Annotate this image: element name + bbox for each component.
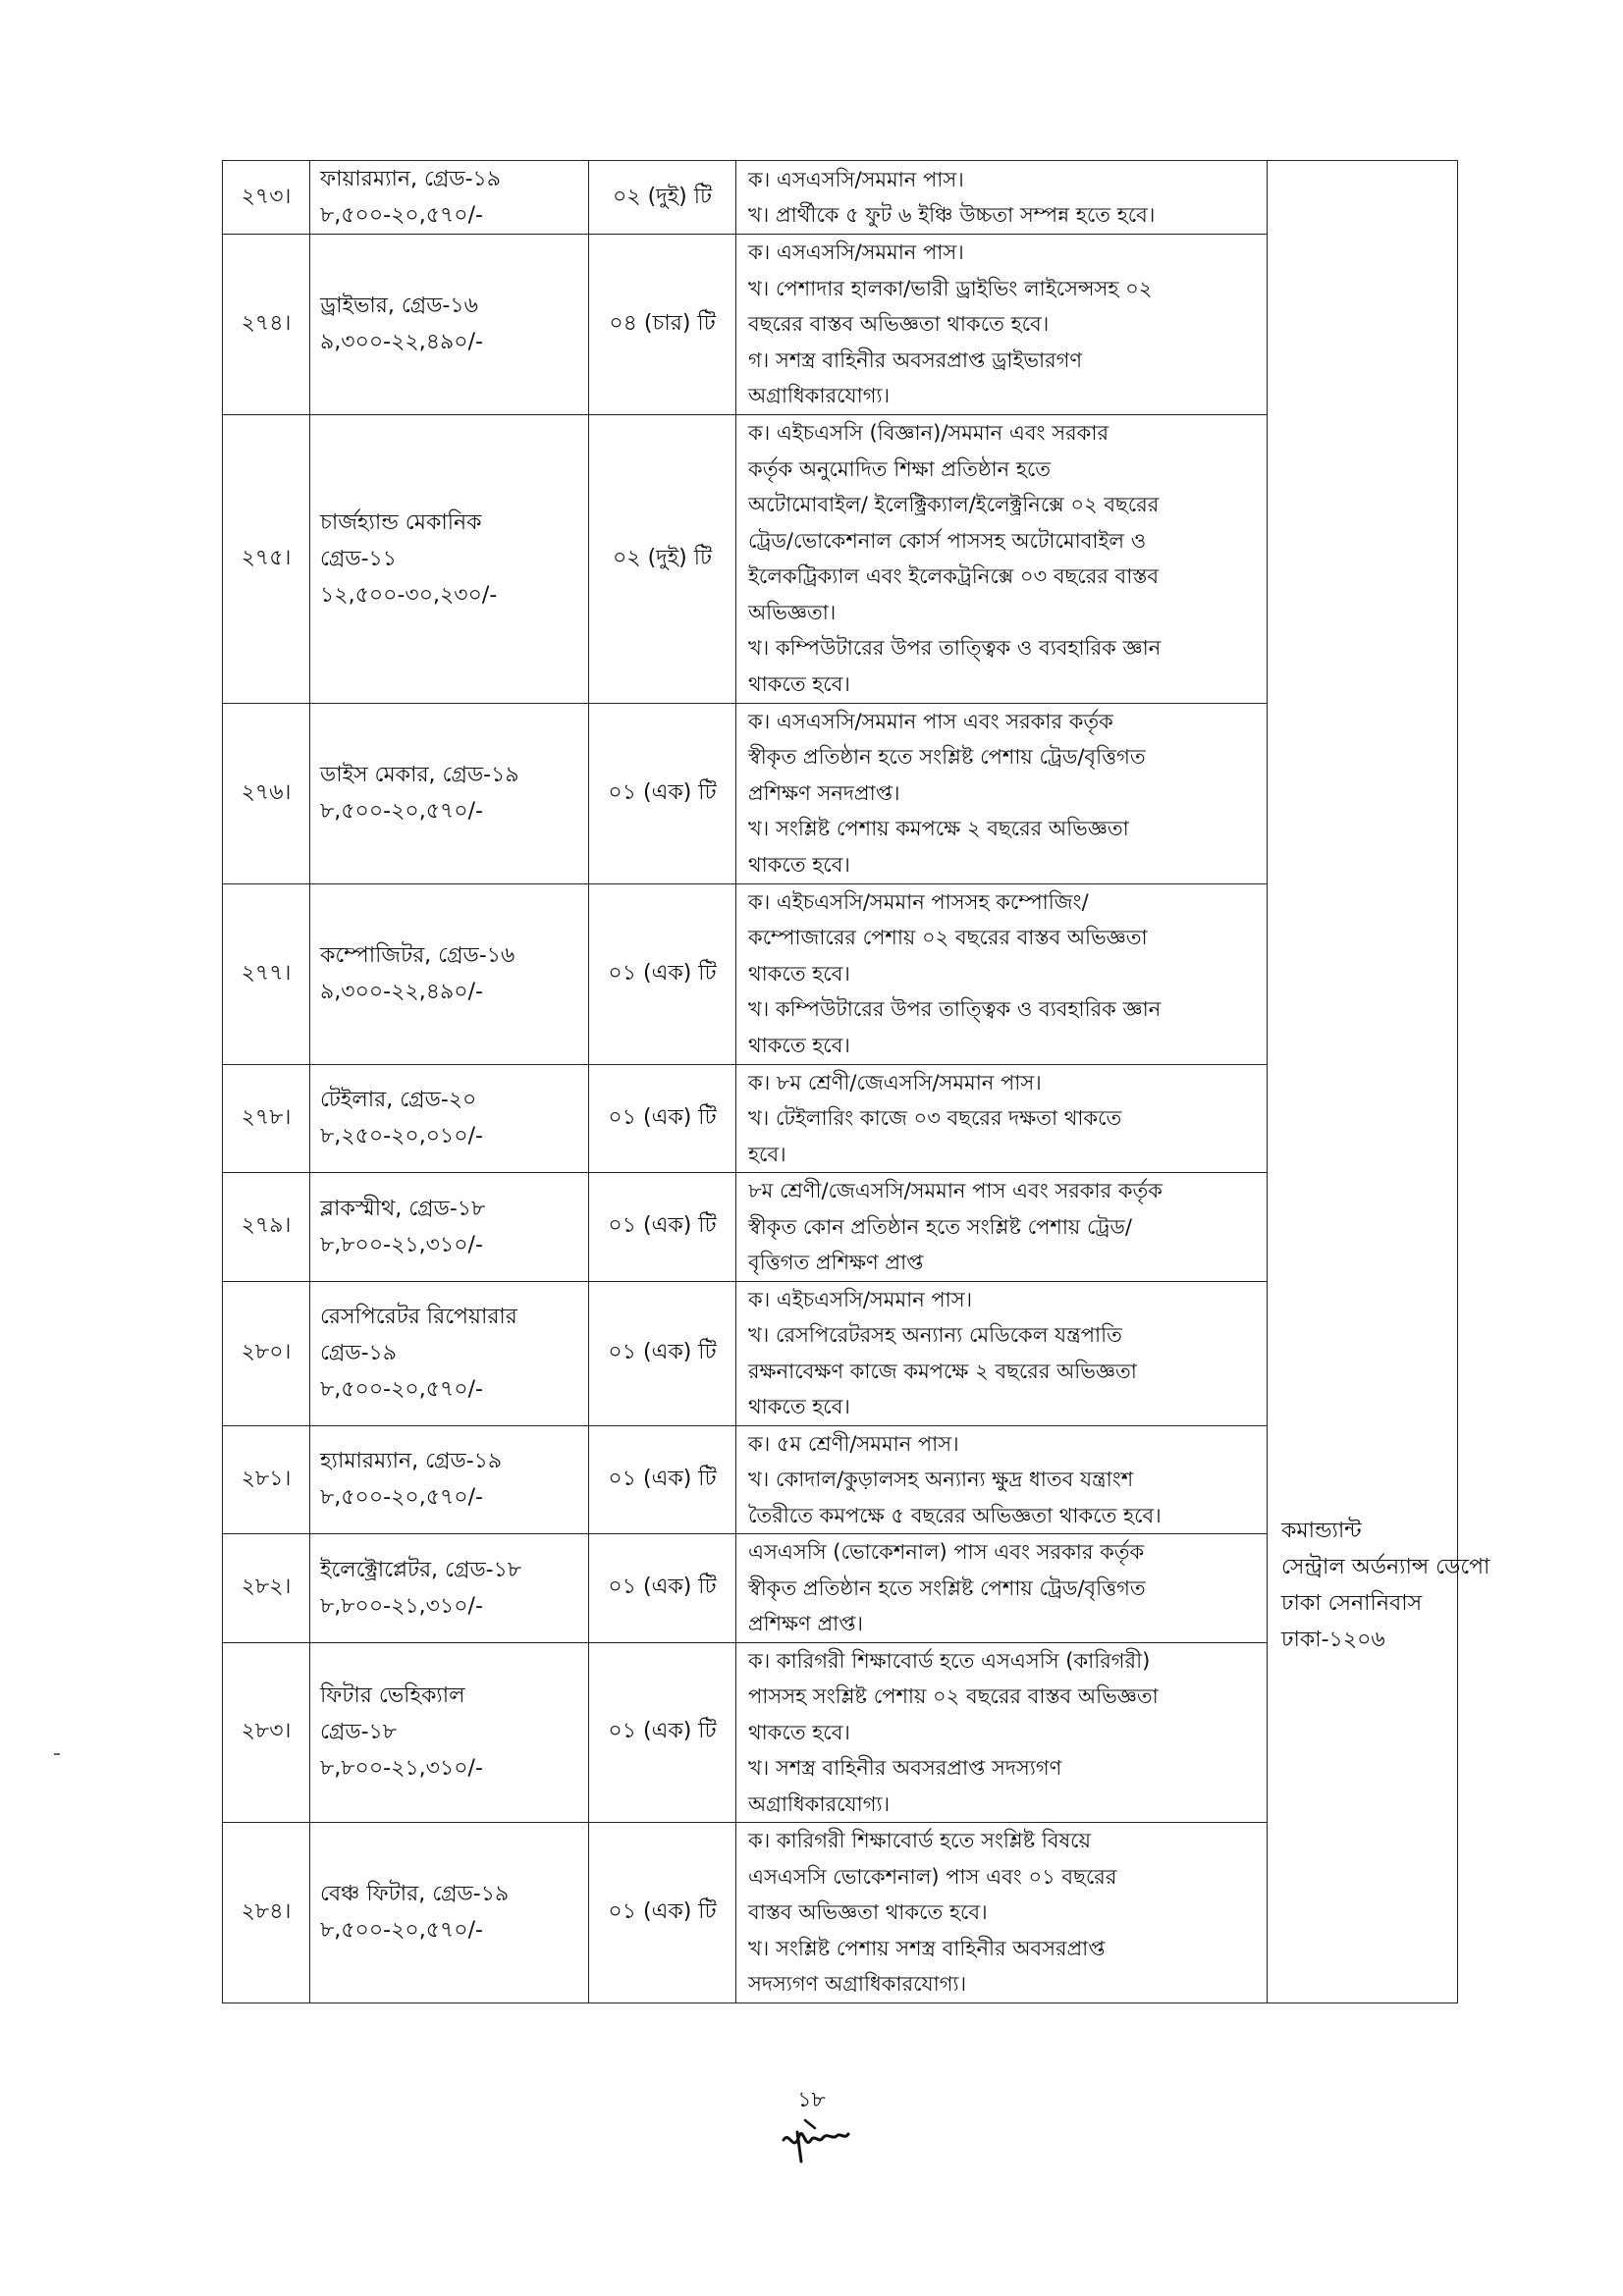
qualification-line: স্বীকৃত প্রতিষ্ঠান হতে সংশ্লিষ্ট পেশায় ট্রেড/বৃত্তিগত bbox=[748, 745, 1146, 770]
pay-scale: ৮,২৫০-২০,০১০/- bbox=[320, 1124, 483, 1149]
pay-scale: ৮,৫০০-২০,৫৭০/- bbox=[320, 1377, 483, 1402]
qualification-line: খ। কম্পিউটারের উপর তাত্ত্বিক ও ব্যবহারিক জ্ঞান bbox=[748, 636, 1162, 660]
qualification-cell bbox=[736, 414, 1268, 703]
qualification-line: হবে। bbox=[748, 1142, 786, 1166]
qualification-line: খ। পেশাদার হালকা/ভারী ড্রাইভিং লাইসেন্সসহ ০২ bbox=[748, 276, 1153, 300]
serial-number: ২৭৩। bbox=[223, 161, 310, 235]
post-name: টেইলার, গ্রেড-২০ bbox=[320, 1088, 477, 1113]
post-name: রেসপিরেটর রিপেয়ারার bbox=[320, 1305, 517, 1329]
post-name-cell bbox=[310, 703, 589, 883]
margin-mark bbox=[54, 1753, 60, 1755]
post-name-cell bbox=[310, 1642, 589, 1823]
qualification-line: তৈরীতে কমপক্ষে ৫ বছরের অভিজ্ঞতা থাকতে হবে। bbox=[748, 1503, 1162, 1527]
qualification-line: ক। কারিগরী শিক্ষাবোর্ড হতে সংশ্লিষ্ট বিষয়ে bbox=[748, 1829, 1091, 1852]
post-name: কম্পোজিটর, গ্রেড-১৬ bbox=[320, 943, 515, 968]
qualification-line: ক। ৮ম শ্রেণী/জেএসসি/সমমান পাস। bbox=[748, 1070, 1042, 1095]
qualification-line: এসএসসি ভোকেশনাল) পাস এবং ০১ বছরের bbox=[748, 1864, 1117, 1889]
post-count: ০১ (এক) টি bbox=[589, 883, 736, 1064]
qualification-line: ক। কারিগরী শিক্ষাবোর্ড হতে এসএসসি (কারিগরী) bbox=[748, 1648, 1151, 1673]
pay-scale: ১২,৫০০-৩০,২৩০/- bbox=[320, 582, 498, 608]
post-name-cell bbox=[310, 161, 589, 235]
post-count: ০৪ (চার) টি bbox=[589, 235, 736, 415]
qualification-line: ক। এসএসসি/সমমান পাস। bbox=[748, 167, 964, 191]
pay-scale: ৮,৫০০-২০,৫৭০/- bbox=[320, 203, 483, 228]
post-count: ০১ (এক) টি bbox=[589, 703, 736, 883]
post-name: ড্রাইভার, গ্রেড-১৬ bbox=[320, 294, 478, 319]
qualification-line: ক। এইচএসসি (বিজ্ঞান)/সমমান এবং সরকার bbox=[748, 421, 1109, 445]
serial-number: ২৮৩। bbox=[223, 1642, 310, 1823]
qualification-line: খ। টেইলারিং কাজে ০৩ বছরের দক্ষতা থাকতে bbox=[748, 1106, 1122, 1130]
post-name-cell bbox=[310, 1064, 589, 1173]
qualification-line: খ। সংশ্লিষ্ট পেশায় কমপক্ষে ২ বছরের অভিজ্ঞতা bbox=[748, 817, 1129, 841]
qualification-line: গ। সশস্ত্র বাহিনীর অবসরপ্রাপ্ত ড্রাইভারগণ bbox=[748, 347, 1083, 372]
qualification-cell bbox=[736, 703, 1268, 883]
pay-scale: ৮,৫০০-২০,৫৭০/- bbox=[320, 799, 483, 824]
qualification-line: খ। রেসপিরেটরসহ অন্যান্য মেডিকেল যন্ত্রপাতি bbox=[748, 1323, 1122, 1347]
pay-scale: ৮,৮০০-২১,৩১০/- bbox=[320, 1593, 483, 1619]
post-name: ফায়ারম্যান, গ্রেড-১৯ bbox=[320, 167, 502, 191]
post-name-cell bbox=[310, 883, 589, 1064]
qualification-line: থাকতে হবে। bbox=[748, 961, 850, 986]
qualification-line: ইলেকট্রিক্যাল এবং ইলেকট্রনিক্সে ০৩ বছরের বাস্তব bbox=[748, 564, 1160, 588]
qualification-line: ক। এইচএসসি/সমমান পাস। bbox=[748, 1287, 973, 1311]
qualification-line: রক্ষনাবেক্ষণ কাজে কমপক্ষে ২ বছরের অভিজ্ঞতা bbox=[748, 1359, 1137, 1383]
office-address-cell bbox=[1268, 161, 1490, 2003]
post-name: ইলেক্ট্রোপ্লেটর, গ্রেড-১৮ bbox=[320, 1557, 522, 1582]
qualification-line: অভিজ্ঞতা। bbox=[748, 600, 837, 624]
serial-number: ২৭৪। bbox=[223, 235, 310, 415]
page-number: ১৮ bbox=[797, 2088, 826, 2112]
post-name: ফিটার ভেহিক্যাল bbox=[320, 1683, 465, 1709]
qualification-line: ক। এসএসসি/সমমান পাস। bbox=[748, 240, 964, 264]
serial-number: ২৭৯। bbox=[223, 1173, 310, 1282]
qualification-line: থাকতে হবে। bbox=[748, 1395, 850, 1418]
qualification-line: পাসসহ সংশ্লিষ্ট পেশায় ০২ বছরের বাস্তব অভিজ্ঞতা bbox=[748, 1684, 1159, 1708]
qualification-line: এসএসসি (ভোকেশনাল) পাস এবং সরকার কর্তৃক bbox=[748, 1540, 1145, 1564]
post-name-cell bbox=[310, 1534, 589, 1643]
pay-scale: ৯,৩০০-২২,৪৯০/- bbox=[320, 980, 483, 1004]
qualification-cell bbox=[736, 1281, 1268, 1425]
post-name-cell bbox=[310, 235, 589, 415]
signature-icon bbox=[776, 2110, 854, 2169]
qualification-line: স্বীকৃত প্রতিষ্ঠান হতে সংশ্লিষ্ট পেশায় ট্রেড/বৃত্তিগত bbox=[748, 1575, 1146, 1600]
posts-table bbox=[222, 160, 1490, 2003]
post-count: ০১ (এক) টি bbox=[589, 1281, 736, 1425]
serial-number: ২৮৪। bbox=[223, 1823, 310, 2003]
post-count: ০২ (দুই) টি bbox=[589, 414, 736, 703]
qualification-line: অগ্রাধিকারযোগ্য। bbox=[748, 1791, 891, 1816]
qualification-line: থাকতে হবে। bbox=[748, 1033, 850, 1057]
serial-number: ২৮১। bbox=[223, 1425, 310, 1534]
serial-number: ২৮০। bbox=[223, 1281, 310, 1425]
qualification-line: ক। এইচএসসি/সমমান পাসসহ কম্পোজিং/ bbox=[748, 889, 1089, 914]
qualification-cell bbox=[736, 161, 1268, 235]
qualification-line: ক। এসএসসি/সমমান পাস এবং সরকার কর্তৃক bbox=[748, 709, 1113, 733]
post-count: ০১ (এক) টি bbox=[589, 1173, 736, 1282]
post-name-cell bbox=[310, 1173, 589, 1282]
qualification-cell bbox=[736, 1173, 1268, 1282]
serial-number: ২৭৬। bbox=[223, 703, 310, 883]
qualification-line: প্রশিক্ষণ প্রাপ্ত। bbox=[748, 1612, 864, 1635]
pay-scale: ৮,৮০০-২১,৩১০/- bbox=[320, 1756, 483, 1782]
post-name: ডাইস মেকার, গ্রেড-১৯ bbox=[320, 763, 519, 787]
post-name: গ্রেড-১১ bbox=[320, 546, 398, 571]
qualification-line: প্রশিক্ষণ সনদপ্রাপ্ত। bbox=[748, 780, 900, 805]
pay-scale: ৮,৮০০-২১,৩১০/- bbox=[320, 1232, 483, 1257]
qualification-line: বৃত্তিগত প্রশিক্ষণ প্রাপ্ত bbox=[748, 1251, 924, 1274]
qualification-line: ৮ম শ্রেণী/জেএসসি/সমমান পাস এবং সরকার কর্তৃক bbox=[748, 1179, 1163, 1202]
qualification-cell bbox=[736, 1823, 1268, 2003]
qualification-line: থাকতে হবে। bbox=[748, 671, 850, 696]
qualification-line: খ। কোদাল/কুড়ালসহ অন্যান্য ক্ষুদ্র ধাতব যন্ত্রাংশ bbox=[748, 1468, 1134, 1491]
office-address-line: সেন্ট্রাল অর্ডন্যান্স ডেপো bbox=[1281, 1555, 1490, 1580]
qualification-line: সদস্যগণ অগ্রাধিকারযোগ্য। bbox=[748, 1972, 967, 1996]
qualification-line: স্বীকৃত কোন প্রতিষ্ঠান হতে সংশ্লিষ্ট পেশায় ট্রেড/ bbox=[748, 1214, 1132, 1239]
serial-number: ২৮২। bbox=[223, 1534, 310, 1643]
post-name-cell bbox=[310, 414, 589, 703]
qualification-line: কর্তৃক অনুমোদিত শিক্ষা প্রতিষ্ঠান হতে bbox=[748, 456, 1052, 481]
post-count: ০১ (এক) টি bbox=[589, 1425, 736, 1534]
serial-number: ২৭৫। bbox=[223, 414, 310, 703]
qualification-line: অটোমোবাইল/ ইলেক্ট্রিক্যাল/ইলেক্ট্রনিক্সে ০২ বছরের bbox=[748, 493, 1160, 516]
posts-table-body bbox=[223, 161, 1490, 2003]
table-row bbox=[223, 161, 1458, 235]
qualification-line: বাস্তব অভিজ্ঞতা থাকতে হবে। bbox=[748, 1900, 988, 1924]
post-name-cell bbox=[310, 1281, 589, 1425]
post-count: ০১ (এক) টি bbox=[589, 1823, 736, 2003]
office-address-line: কমান্ড্যান্ট bbox=[1281, 1519, 1362, 1544]
qualification-cell bbox=[736, 1642, 1268, 1823]
post-name: ব্লাকস্মীথ, গ্রেড-১৮ bbox=[320, 1196, 486, 1221]
qualification-line: খ। কম্পিউটারের উপর তাত্ত্বিক ও ব্যবহারিক জ্ঞান bbox=[748, 997, 1162, 1022]
office-address bbox=[1268, 505, 1490, 1658]
qualification-cell bbox=[736, 883, 1268, 1064]
qualification-cell bbox=[736, 1064, 1268, 1173]
qualification-line: খ। সংশ্লিষ্ট পেশায় সশস্ত্র বাহিনীর অবসরপ্রাপ্ত bbox=[748, 1936, 1106, 1960]
post-name: বেঞ্চ ফিটার, গ্রেড-১৯ bbox=[320, 1882, 510, 1907]
post-count: ০১ (এক) টি bbox=[589, 1534, 736, 1643]
post-name-cell bbox=[310, 1823, 589, 2003]
post-count: ০২ (দুই) টি bbox=[589, 161, 736, 235]
post-count: ০১ (এক) টি bbox=[589, 1064, 736, 1173]
post-count: ০১ (এক) টি bbox=[589, 1642, 736, 1823]
office-address-line: ঢাকা সেনানিবাস bbox=[1281, 1591, 1423, 1617]
serial-number: ২৭৮। bbox=[223, 1064, 310, 1173]
qualification-cell bbox=[736, 1534, 1268, 1643]
pay-scale: ৮,৫০০-২০,৫৭০/- bbox=[320, 1485, 483, 1511]
qualification-line: ট্রেড/ভোকেশনাল কোর্স পাসসহ অটোমোবাইল ও bbox=[748, 528, 1147, 553]
qualification-cell bbox=[736, 1425, 1268, 1534]
qualification-line: কম্পোজারের পেশায় ০২ বছরের বাস্তব অভিজ্ঞতা bbox=[748, 926, 1148, 950]
qualification-line: থাকতে হবে। bbox=[748, 1720, 850, 1744]
qualification-line: খ। সশস্ত্র বাহিনীর অবসরপ্রাপ্ত সদস্যগণ bbox=[748, 1756, 1062, 1780]
qualification-line: বছরের বাস্তব অভিজ্ঞতা থাকতে হবে। bbox=[748, 312, 1050, 336]
post-name-cell bbox=[310, 1425, 589, 1534]
pay-scale: ৮,৫০০-২০,৫৭০/- bbox=[320, 1918, 483, 1944]
post-name: চার্জহ্যান্ড মেকানিক bbox=[320, 509, 482, 535]
pay-scale: ৯,৩০০-২২,৪৯০/- bbox=[320, 330, 483, 355]
post-name: গ্রেড-১৮ bbox=[320, 1720, 398, 1745]
qualification-line: ক। ৫ম শ্রেণী/সমমান পাস। bbox=[748, 1431, 959, 1456]
post-name: হ্যামারম্যান, গ্রেড-১৯ bbox=[320, 1449, 503, 1474]
post-name: গ্রেড-১৯ bbox=[320, 1341, 398, 1365]
office-address-line: ঢাকা-১২০৬ bbox=[1281, 1628, 1385, 1653]
qualification-cell bbox=[736, 235, 1268, 415]
serial-number: ২৭৭। bbox=[223, 883, 310, 1064]
qualification-line: অগ্রাধিকারযোগ্য। bbox=[748, 384, 891, 407]
qualification-line: থাকতে হবে। bbox=[748, 852, 850, 877]
qualification-line: খ। প্রার্থীকে ৫ ফুট ৬ ইঞ্চি উচ্চতা সম্পন্ন হতে হবে। bbox=[748, 203, 1156, 227]
